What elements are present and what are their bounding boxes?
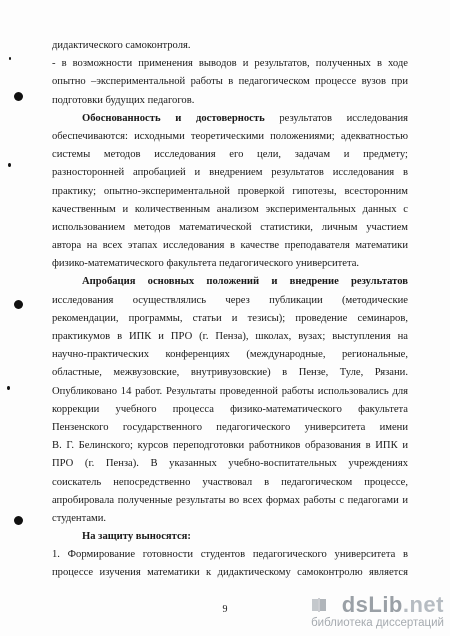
text-line bbox=[52, 492, 408, 510]
text-line bbox=[52, 419, 408, 437]
line-text: ПРО (г. Пенза). В указанных учебно-воспитательных учреждениях bbox=[52, 458, 408, 470]
line-text: практикумов в ИПК и ПРО (г. Пенза), школах, вузах; выступления на bbox=[52, 331, 408, 342]
text-line bbox=[52, 183, 408, 201]
text-line bbox=[52, 164, 408, 182]
watermark-logo bbox=[342, 592, 444, 618]
text-line bbox=[52, 528, 408, 546]
text-line bbox=[52, 273, 408, 291]
text-line bbox=[52, 474, 408, 492]
text-line bbox=[52, 437, 408, 455]
dslib-watermark bbox=[274, 592, 444, 632]
line-text: В. Г. Белинского; курсов переподготовки работников образования в ИПК и bbox=[52, 440, 408, 452]
text-line bbox=[52, 219, 408, 237]
text-line bbox=[52, 237, 408, 255]
text-line bbox=[52, 546, 408, 564]
text-line bbox=[52, 73, 408, 91]
text-line bbox=[52, 401, 408, 419]
line-text: использованием методов математической статистики, личным участием bbox=[52, 221, 408, 233]
line-text: процессе изучения математики к дидактическому самоконтролю является bbox=[52, 567, 408, 579]
text-line bbox=[52, 310, 408, 328]
line-text: коррекции учебного процесса физико-математического факультета bbox=[52, 403, 408, 415]
line-text: научно-практических конференциях (международные, региональные, bbox=[52, 349, 408, 361]
line-text: физико-математического факультета педагогического университета. bbox=[52, 258, 360, 270]
line-text: практику; опытно-экспериментальной проверкой гипотезы, всесторонним bbox=[52, 185, 408, 197]
text-line bbox=[52, 346, 408, 364]
line-text: Опубликовано 14 работ. Результаты проведенной работы использовались для bbox=[52, 385, 408, 397]
text-line bbox=[52, 128, 408, 146]
line-text: опытно –экспериментальной работы в педагогическом процессе вузов при bbox=[52, 76, 408, 88]
scan-speck bbox=[7, 386, 10, 390]
text-line bbox=[52, 564, 408, 582]
scan-punch-hole bbox=[14, 516, 23, 525]
scan-punch-hole bbox=[14, 300, 23, 309]
line-text: рекомендации, программы, статьи и тезисы); проведение семинаров, bbox=[52, 312, 408, 324]
text-line bbox=[52, 110, 408, 128]
text-line bbox=[52, 328, 408, 346]
bold-phrase: Обоснованность и достоверность bbox=[82, 112, 265, 124]
text-line bbox=[52, 510, 408, 528]
line-text: исследования осуществлялись через публикации (методические bbox=[52, 294, 408, 306]
scan-speck bbox=[9, 57, 11, 60]
text-line bbox=[52, 55, 408, 73]
line-text: системы методов исследования его цели, задачам и предмету; bbox=[52, 149, 408, 161]
text-line bbox=[52, 364, 408, 382]
scan-speck bbox=[8, 163, 11, 167]
line-text: обеспечиваются: исходными теоретическими положениями; адекватностью bbox=[52, 130, 408, 142]
text-line bbox=[52, 455, 408, 473]
line-text: дидактического самоконтроля. bbox=[52, 40, 191, 51]
line-text: - в возможности применения выводов и результатов, полученных в ходе bbox=[52, 58, 408, 70]
text-line bbox=[52, 292, 408, 310]
line-text: областные, межвузовские, внутривузовские) в Пензе, Туле, Рязани. bbox=[52, 367, 408, 379]
line-text: разносторонней апробацией и внедрением результатов исследования в bbox=[52, 167, 408, 179]
text-line bbox=[52, 146, 408, 164]
text-line bbox=[52, 201, 408, 219]
line-text: качественным и количественным анализом экспериментальных данных с bbox=[52, 203, 408, 215]
line-text: Пензенского государственного педагогического университета имени bbox=[52, 421, 408, 433]
line-text: 1. Формирование готовности студентов педагогического университета в bbox=[52, 549, 408, 561]
body-text bbox=[52, 37, 408, 583]
line-text: апробировала полученные результаты во всех формах работы с педагогами и bbox=[52, 494, 408, 506]
book-icon bbox=[310, 596, 328, 614]
text-line bbox=[52, 255, 408, 273]
watermark-logo-main: dsLib bbox=[341, 592, 403, 617]
watermark-logo-suffix: .net bbox=[402, 592, 444, 617]
bold-phrase: Апробация основных положений и внедрение результатов bbox=[82, 276, 408, 288]
text-line bbox=[52, 92, 408, 110]
line-text: соискатель непосредственно участвовал в педагогическом процессе, bbox=[52, 476, 408, 488]
watermark-caption: библиотека диссертаций bbox=[311, 617, 444, 629]
line-text: автора на всех этапах исследования в качестве преподавателя математики bbox=[52, 240, 408, 252]
scan-punch-hole bbox=[14, 92, 23, 101]
line-text: результатов исследования bbox=[264, 112, 408, 124]
line-text: подготовки будущих педагогов. bbox=[52, 94, 195, 106]
text-line bbox=[52, 37, 408, 55]
line-text: студентами. bbox=[52, 512, 107, 524]
bold-phrase: На защиту выносятся: bbox=[82, 531, 191, 543]
page-number: 9 bbox=[222, 604, 228, 615]
text-line bbox=[52, 383, 408, 401]
